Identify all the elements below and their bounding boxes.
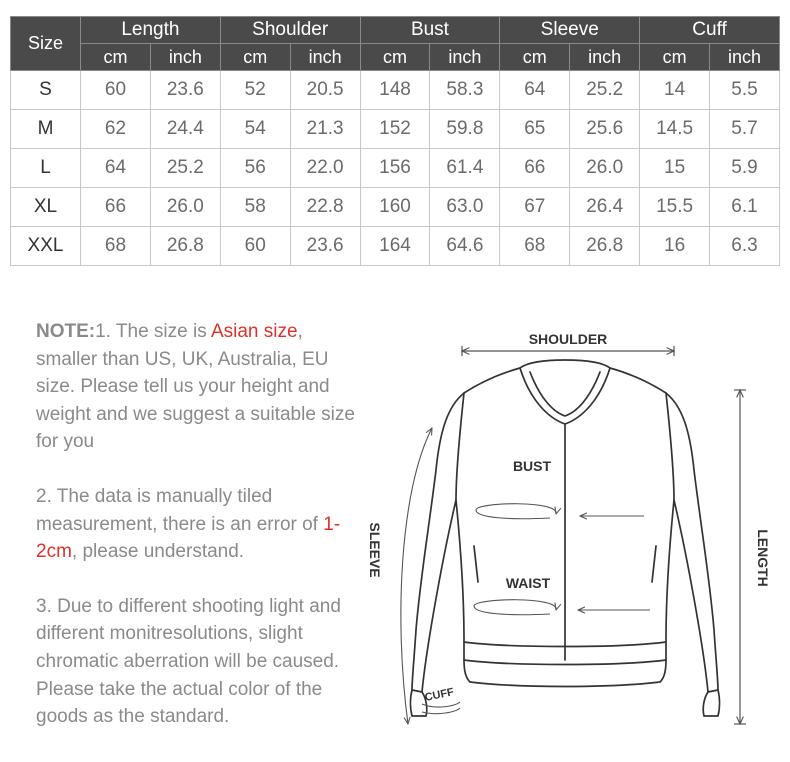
unit-header-inch: inch — [570, 44, 640, 71]
length-group-header: Length — [81, 17, 221, 44]
measurement-cell: 26.0 — [150, 188, 220, 227]
size-row-s — [11, 71, 780, 110]
size-cell: XXL — [11, 227, 81, 266]
note-1-highlight: Asian size — [210, 321, 298, 342]
measurement-cell: 68 — [81, 227, 151, 266]
note-3: 3. Due to different shooting light and different monitresolutions, slight chromatic aberration will be caused. Please take the actual color of the goods as the standard. — [36, 595, 341, 728]
shoulder-group-header: Shoulder — [220, 17, 360, 44]
measurement-cell: 60 — [220, 227, 290, 266]
measurement-cell: 22.8 — [290, 188, 360, 227]
measurement-cell: 25.2 — [570, 71, 640, 110]
waist-label: WAIST — [505, 575, 551, 591]
measurement-cell: 15 — [640, 149, 710, 188]
measurement-cell: 66 — [81, 188, 151, 227]
note-1 — [36, 318, 366, 456]
bust-group-header: Bust — [360, 17, 500, 44]
size-table-body — [11, 71, 780, 266]
measurement-cell: 61.4 — [430, 149, 500, 188]
measurement-cell: 14 — [640, 71, 710, 110]
measurement-cell: 67 — [500, 188, 570, 227]
measurement-cell: 160 — [360, 188, 430, 227]
size-chart-table — [10, 16, 780, 266]
sleeve-label: SLEEVE — [367, 522, 383, 578]
size-notes — [36, 318, 366, 758]
measurement-cell: 20.5 — [290, 71, 360, 110]
measurement-cell: 26.4 — [570, 188, 640, 227]
note-2-highlight: 1-2cm — [36, 513, 341, 563]
measurement-cell: 6.1 — [710, 188, 780, 227]
group-header-row — [11, 17, 780, 44]
measurement-cell: 21.3 — [290, 110, 360, 149]
note-2 — [36, 483, 366, 566]
measurement-cell: 56 — [220, 149, 290, 188]
measurement-cell: 68 — [500, 227, 570, 266]
size-cell: L — [11, 149, 81, 188]
measurement-cell: 59.8 — [430, 110, 500, 149]
bust-label: BUST — [512, 458, 552, 474]
unit-header-row — [11, 44, 780, 71]
unit-header-inch: inch — [710, 44, 780, 71]
measurement-cell: 64 — [81, 149, 151, 188]
size-row-xxl — [11, 227, 780, 266]
unit-header-cm: cm — [640, 44, 710, 71]
size-cell: M — [11, 110, 81, 149]
jacket-outline — [411, 360, 720, 716]
measurement-cell: 26.0 — [570, 149, 640, 188]
measurement-cell: 26.8 — [150, 227, 220, 266]
measurement-cell: 65 — [500, 110, 570, 149]
measurement-cell: 15.5 — [640, 188, 710, 227]
measurement-cell: 5.7 — [710, 110, 780, 149]
measurement-cell: 66 — [500, 149, 570, 188]
measurement-cell: 6.3 — [710, 227, 780, 266]
measurement-cell: 23.6 — [290, 227, 360, 266]
measurement-cell: 62 — [81, 110, 151, 149]
measurement-cell: 152 — [360, 110, 430, 149]
jacket-measurement-diagram — [360, 320, 780, 750]
unit-header-cm: cm — [220, 44, 290, 71]
note-2-text-a: 2. The data is manually tiled measurement, there is an error of — [36, 485, 324, 535]
unit-header-cm: cm — [81, 44, 151, 71]
measurement-cell: 58 — [220, 188, 290, 227]
measurement-cell: 58.3 — [430, 71, 500, 110]
measurement-cell: 5.9 — [710, 149, 780, 188]
length-measure — [734, 390, 771, 724]
shoulder-measure — [462, 331, 674, 356]
measurement-cell: 64 — [500, 71, 570, 110]
unit-header-inch: inch — [150, 44, 220, 71]
measurement-cell: 164 — [360, 227, 430, 266]
size-cell: XL — [11, 188, 81, 227]
measurement-cell: 24.4 — [150, 110, 220, 149]
measurement-cell: 25.6 — [570, 110, 640, 149]
cuff-label: CUFF — [423, 686, 455, 704]
bust-measure — [476, 458, 644, 519]
note-1-text-b: , smaller than US, UK, Australia, EU size. Please tell us your height and weight and we suggest a suitable size for you — [36, 321, 355, 453]
unit-header-inch: inch — [430, 44, 500, 71]
measurement-cell: 23.6 — [150, 71, 220, 110]
measurement-cell: 156 — [360, 149, 430, 188]
sleeve-group-header: Sleeve — [500, 17, 640, 44]
size-row-m — [11, 110, 780, 149]
measurement-cell: 63.0 — [430, 188, 500, 227]
measurement-cell: 26.8 — [570, 227, 640, 266]
unit-header-inch: inch — [290, 44, 360, 71]
measurement-cell: 54 — [220, 110, 290, 149]
measurement-cell: 16 — [640, 227, 710, 266]
size-row-xl — [11, 188, 780, 227]
measurement-cell: 14.5 — [640, 110, 710, 149]
size-row-l — [11, 149, 780, 188]
measurement-cell: 148 — [360, 71, 430, 110]
size-column-header: Size — [11, 17, 81, 71]
unit-header-cm: cm — [500, 44, 570, 71]
measurement-cell: 64.6 — [430, 227, 500, 266]
measurement-cell: 5.5 — [710, 71, 780, 110]
cuff-measure — [422, 686, 460, 714]
size-cell: S — [11, 71, 81, 110]
shoulder-label: SHOULDER — [528, 331, 608, 347]
measurement-cell: 22.0 — [290, 149, 360, 188]
note-2-text-b: , please understand. — [71, 541, 245, 563]
unit-header-cm: cm — [360, 44, 430, 71]
note-label: NOTE: — [36, 321, 96, 342]
waist-measure — [474, 575, 650, 615]
measurement-cell: 52 — [220, 71, 290, 110]
note-1-text-a: 1. The size is — [95, 321, 211, 342]
measurement-cell: 25.2 — [150, 149, 220, 188]
length-label: LENGTH — [755, 529, 771, 587]
measurement-cell: 60 — [81, 71, 151, 110]
cuff-group-header: Cuff — [640, 17, 780, 44]
